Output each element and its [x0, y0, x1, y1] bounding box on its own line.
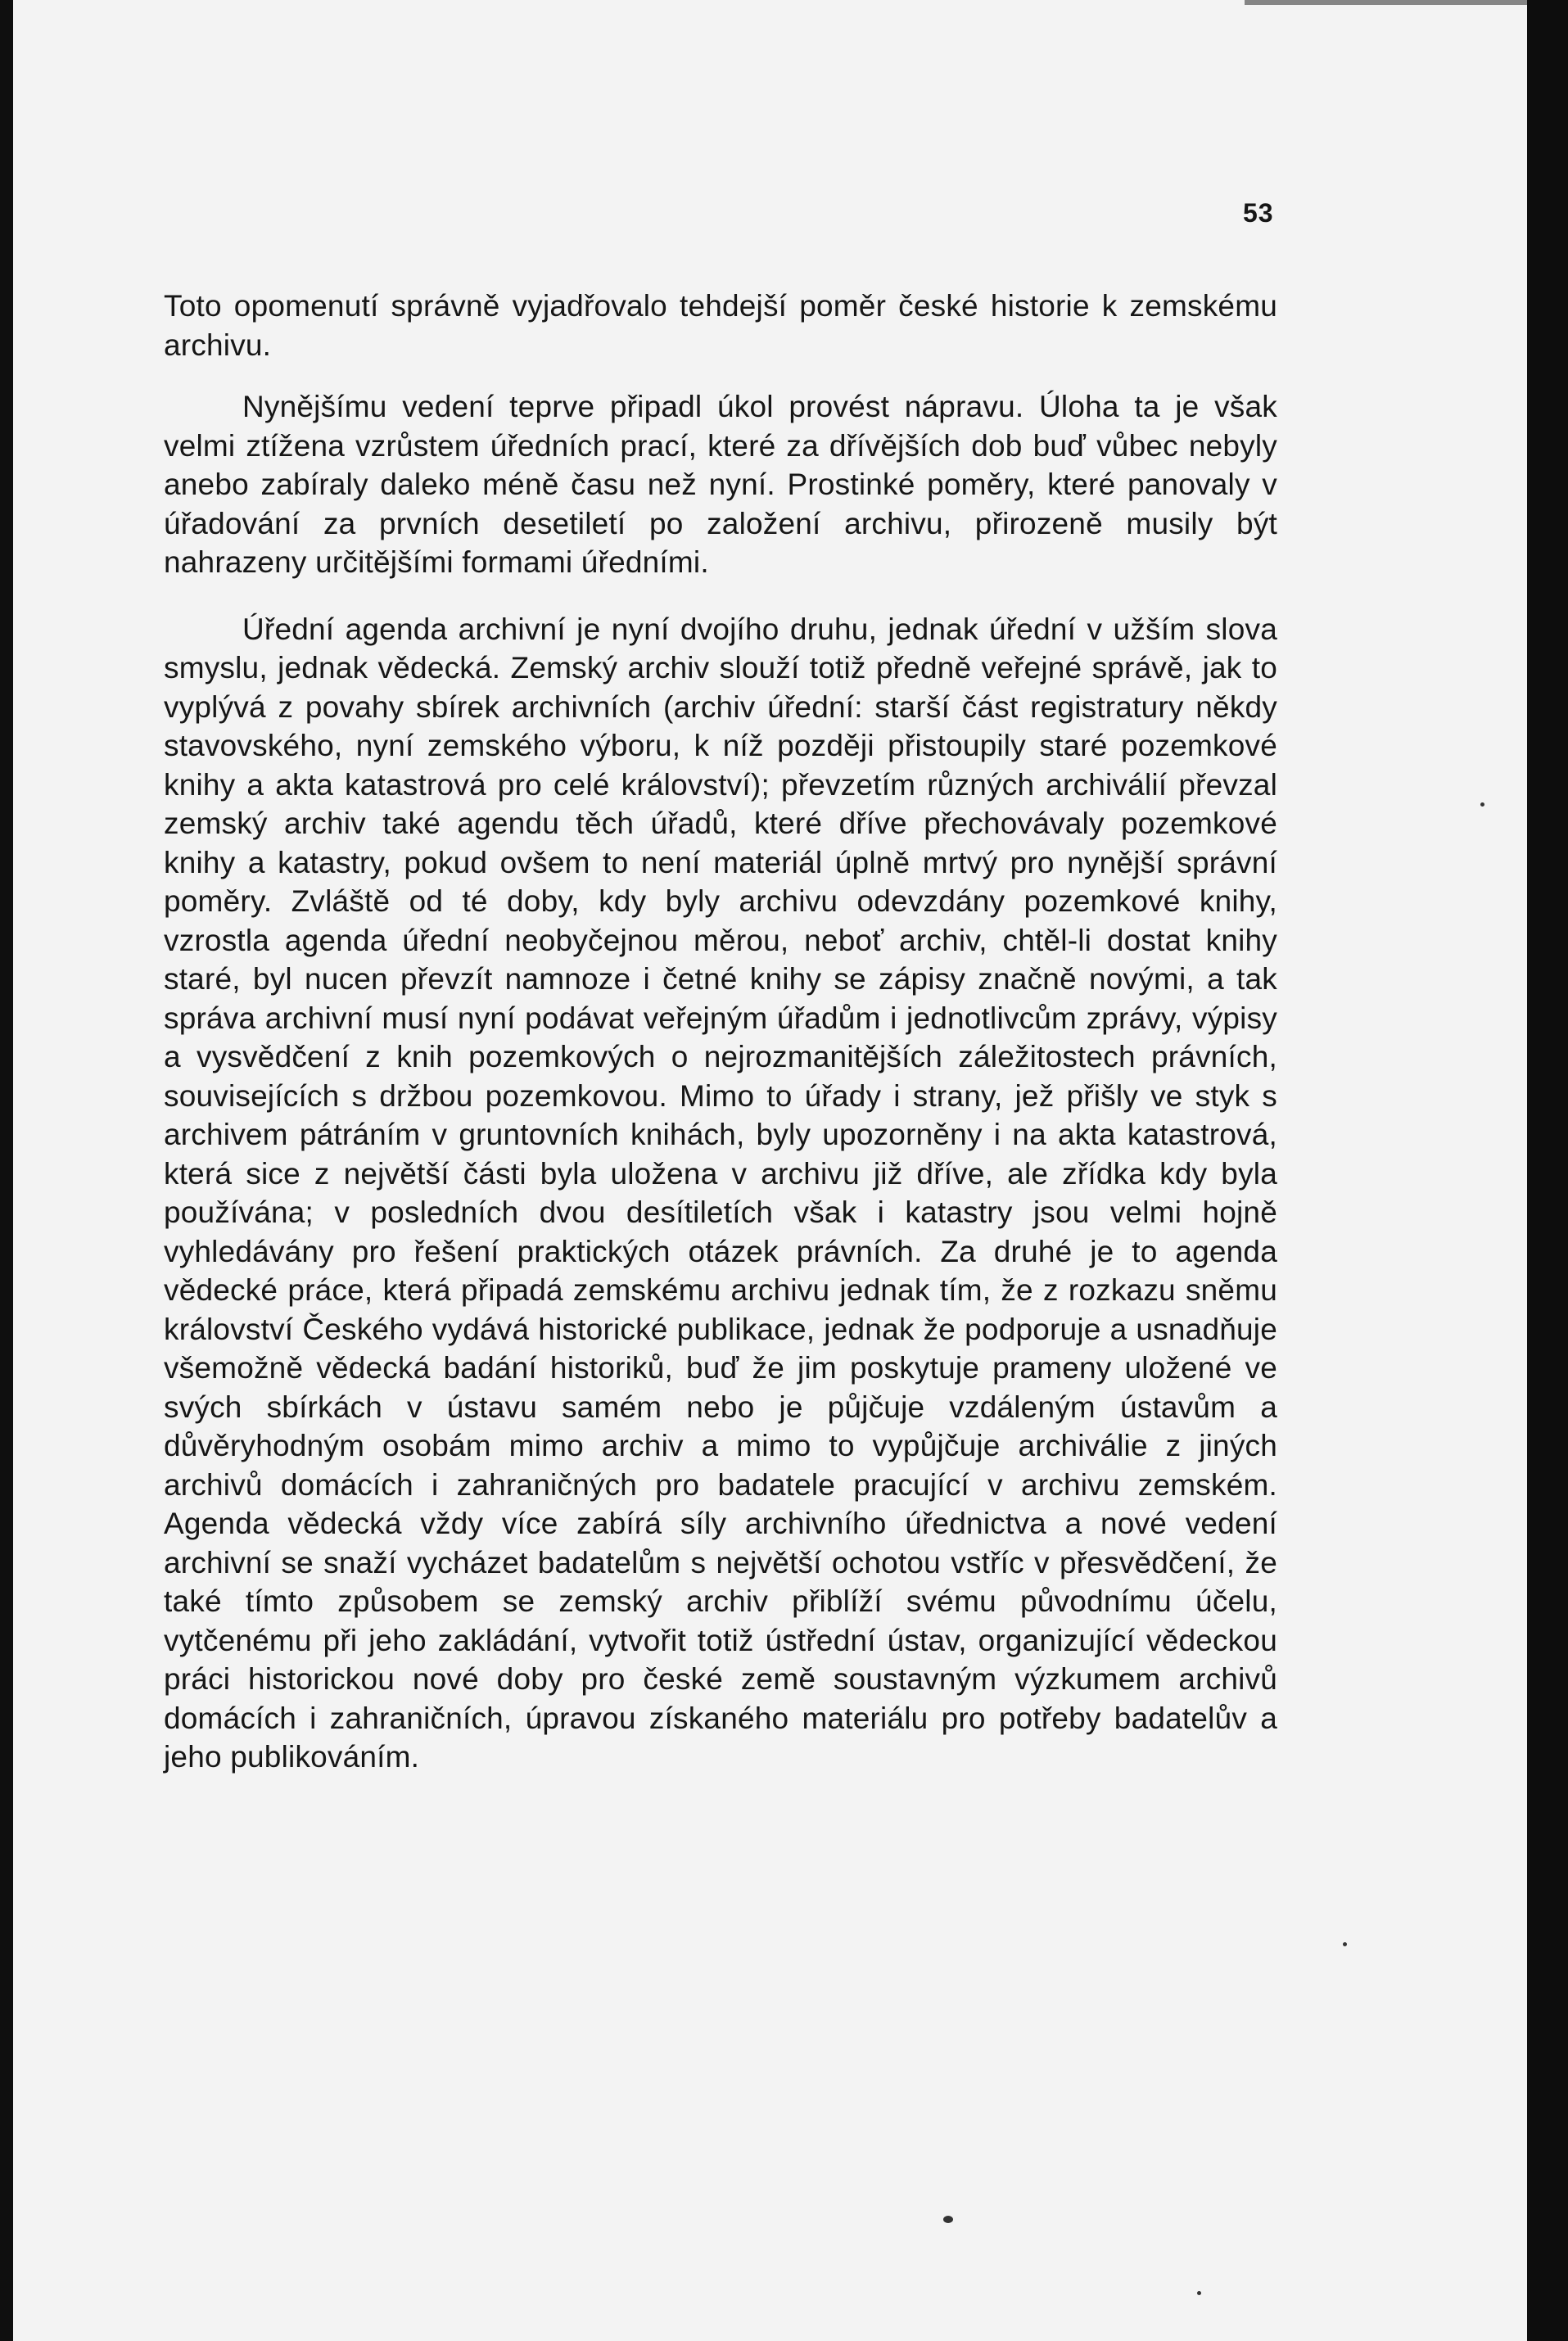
- scan-right-border: [1527, 0, 1568, 2341]
- paragraph-3: Úřední agenda archivní je nyní dvojího druhu, jednak úřední v užším slova smyslu, jednak vědecká. Zemský archiv slouží totiž předně veřejné správě, jak to vyplývá z povahy sbírek archivních (archiv úřední: starší část registratury někdy stavovského, nyní zemského výboru, k níž později přistoupily staré pozemkové knihy a akta katastrová pro celé království); převzetím různých archiválií převzal zemský archiv také agendu těch úřadů, které dříve přechovávaly pozemkové knihy a katastry, pokud ovšem to není materiál úplně mrtvý pro nynější správní poměry. Zvláště od té doby, kdy byly archivu odevzdány pozemkové knihy, vzrostla agenda úřední neobyčejnou měrou, neboť archiv, chtěl-li dostat knihy staré, byl nucen převzít namnoze i četné knihy se zápisy značně novými, a tak správa archivní musí nyní podávat veřejným úřadům i jednotlivcům zprávy, výpisy a vysvědčení z knih pozemkových o nejrozmanitějších záležitostech právních, souvisejících s držbou pozemkovou. Mimo to úřady i strany, jež přišly ve styk s archivem pátráním v gruntovních knihách, byly upozorněny i na akta katastrová, která sice z největší části byla uložena v archivu již dříve, ale zřídka kdy byla používána; v posledních dvou desítiletích však i katastry jsou velmi hojně vyhledávány pro řešení praktických otázek právních. Za druhé je to agenda vědecké práce, která připadá zemskému archivu jednak tím, že z rozkazu sněmu království Českého vydává historické publikace, jednak že podporuje a usnadňuje všemožně vědecká badání historiků, buď že jim poskytuje prameny uložené ve svých sbírkách v ústavu samém nebo je půjčuje vzdáleným ústavům a důvěryhodným osobám mimo archiv a mimo to vypůjčuje archiválie z jiných archivů domácích i zahraničných pro badatele pracující v archivu zemském. Agenda vědecká vždy více zabírá síly archivního úřednictva a nové vedení archivní se snaží vycházet badatelům s největší ochotou vstříc v přesvědčení, že také tímto způsobem se zemský archiv přiblíží svému původnímu účelu, vytčenému při jeho zakládání, vytvořit totiž ústřední ústav, organizující vědeckou práci historickou nové doby pro české země soustavným výzkumem archivů domácích i zahraničních, úpravou získaného materiálu pro potřeby badatelův a jeho publikováním.: [164, 612, 1277, 1774]
- page-number: 53: [1243, 198, 1274, 228]
- scan-left-border: [0, 0, 13, 2341]
- paragraph-2: Nynějšímu vedení teprve připadl úkol provést nápravu. Úloha ta je však velmi ztížena vzrůstem úředních prací, které za dřívějších dob buď vůbec nebyly anebo zabíraly daleko méně času než nyní. Prostinké poměry, které panovaly v úřadování za prvních desetiletí po založení archivu, přirozeně musily být nahrazeny určitějšími formami úředními.: [164, 390, 1277, 579]
- scan-speck: [1343, 1942, 1347, 1946]
- paragraph-1: Toto opomenutí správně vyjadřovalo tehdejší poměr české historie k zemskému archivu.: [164, 289, 1277, 362]
- scan-top-shadow: [1245, 0, 1527, 5]
- body-text: [164, 287, 1277, 1777]
- scan-speck: [1480, 802, 1484, 807]
- scan-speck: [943, 2216, 953, 2223]
- scan-speck: [1197, 2291, 1201, 2295]
